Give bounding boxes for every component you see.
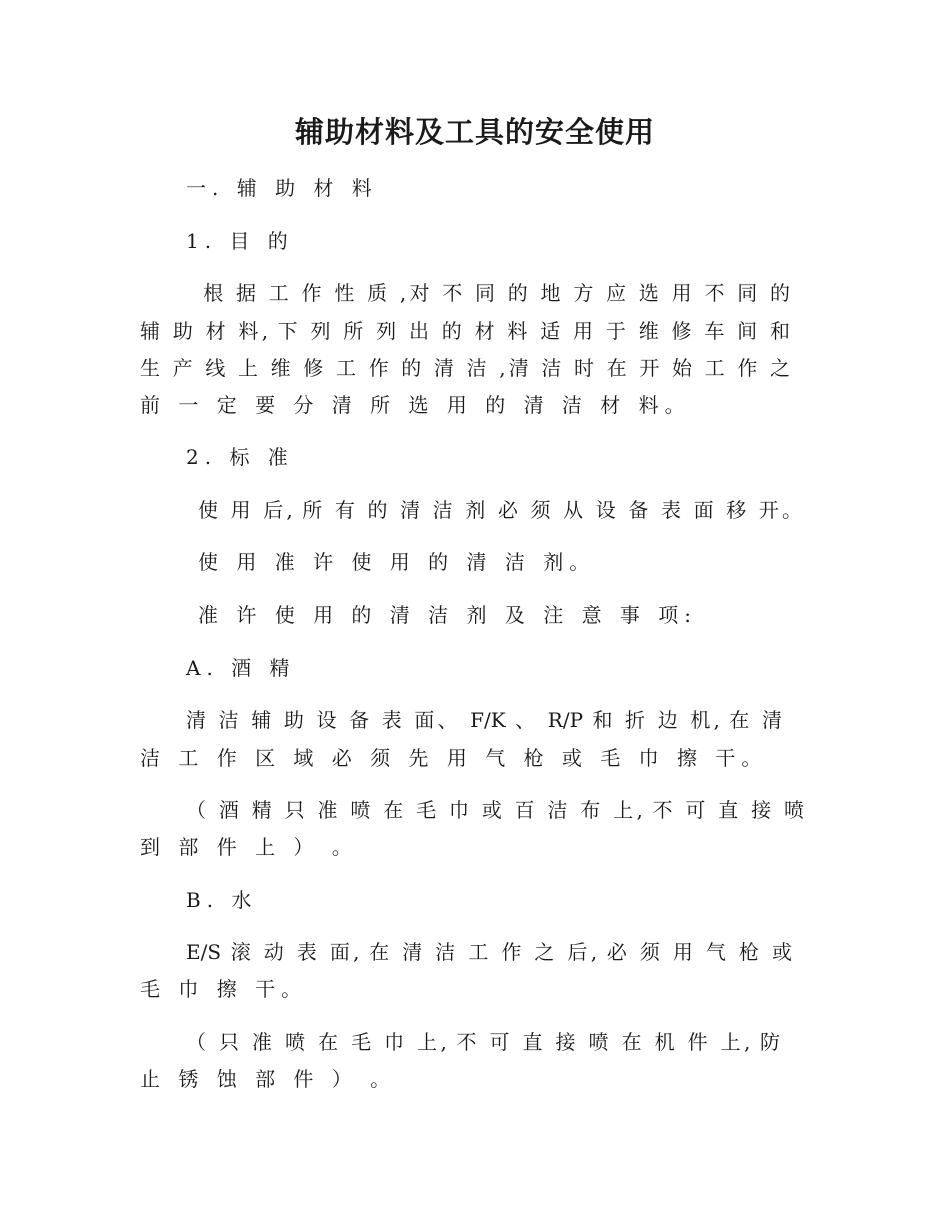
subheading-standard: 2. 标 准 bbox=[186, 445, 294, 469]
alcohol-paragraph-line-2: 洁 工 作 区 域 必 须 先 用 气 枪 或 毛 巾 擦 干。 bbox=[140, 746, 768, 770]
document-title: 辅助材料及工具的安全使用 bbox=[294, 115, 655, 149]
water-paragraph-line-1: E/S 滚 动 表 面, 在 清 洁 工 作 之 后, 必 须 用 气 枪 或 bbox=[186, 940, 792, 964]
section-heading-auxiliary-materials: 一. 辅 助 材 料 bbox=[186, 176, 378, 200]
water-note-line-2: 止 锈 蚀 部 件 ） 。 bbox=[140, 1067, 397, 1091]
alcohol-note-line-1: （ 酒 精 只 准 喷 在 毛 巾 或 百 洁 布 上, 不 可 直 接 喷 bbox=[186, 798, 804, 822]
purpose-paragraph-line-3: 生 产 线 上 维 修 工 作 的 清 洁 ,清 洁 时 在 开 始 工 作 之 bbox=[140, 356, 790, 380]
water-paragraph-line-2: 毛 巾 擦 干。 bbox=[140, 977, 308, 1001]
purpose-paragraph-line-4: 前 一 定 要 分 清 所 选 用 的 清 洁 材 料。 bbox=[140, 393, 691, 417]
purpose-paragraph-line-1: 根 据 工 作 性 质 ,对 不 同 的 地 方 应 选 用 不 同 的 bbox=[180, 281, 790, 305]
subheading-alcohol: A. 酒 精 bbox=[186, 656, 296, 680]
standard-line-2: 使 用 准 许 使 用 的 清 洁 剂。 bbox=[198, 550, 596, 574]
standard-line-3: 准 许 使 用 的 清 洁 剂 及 注 意 事 项: bbox=[198, 603, 698, 627]
alcohol-paragraph-line-1: 清 洁 辅 助 设 备 表 面、 F/K 、 R/P 和 折 边 机, 在 清 bbox=[186, 708, 782, 732]
water-note-line-1: （ 只 准 喷 在 毛 巾 上, 不 可 直 接 喷 在 机 件 上, 防 bbox=[186, 1030, 780, 1054]
purpose-paragraph-line-2: 辅 助 材 料, 下 列 所 列 出 的 材 料 适 用 于 维 修 车 间 和 bbox=[140, 319, 790, 343]
standard-line-1: 使 用 后, 所 有 的 清 洁 剂 必 须 从 设 备 表 面 移 开。 bbox=[198, 498, 802, 522]
subheading-purpose: 1. 目 的 bbox=[186, 229, 294, 253]
alcohol-note-line-2: 到 部 件 上 ） 。 bbox=[140, 835, 358, 859]
subheading-water: B. 水 bbox=[186, 888, 258, 912]
